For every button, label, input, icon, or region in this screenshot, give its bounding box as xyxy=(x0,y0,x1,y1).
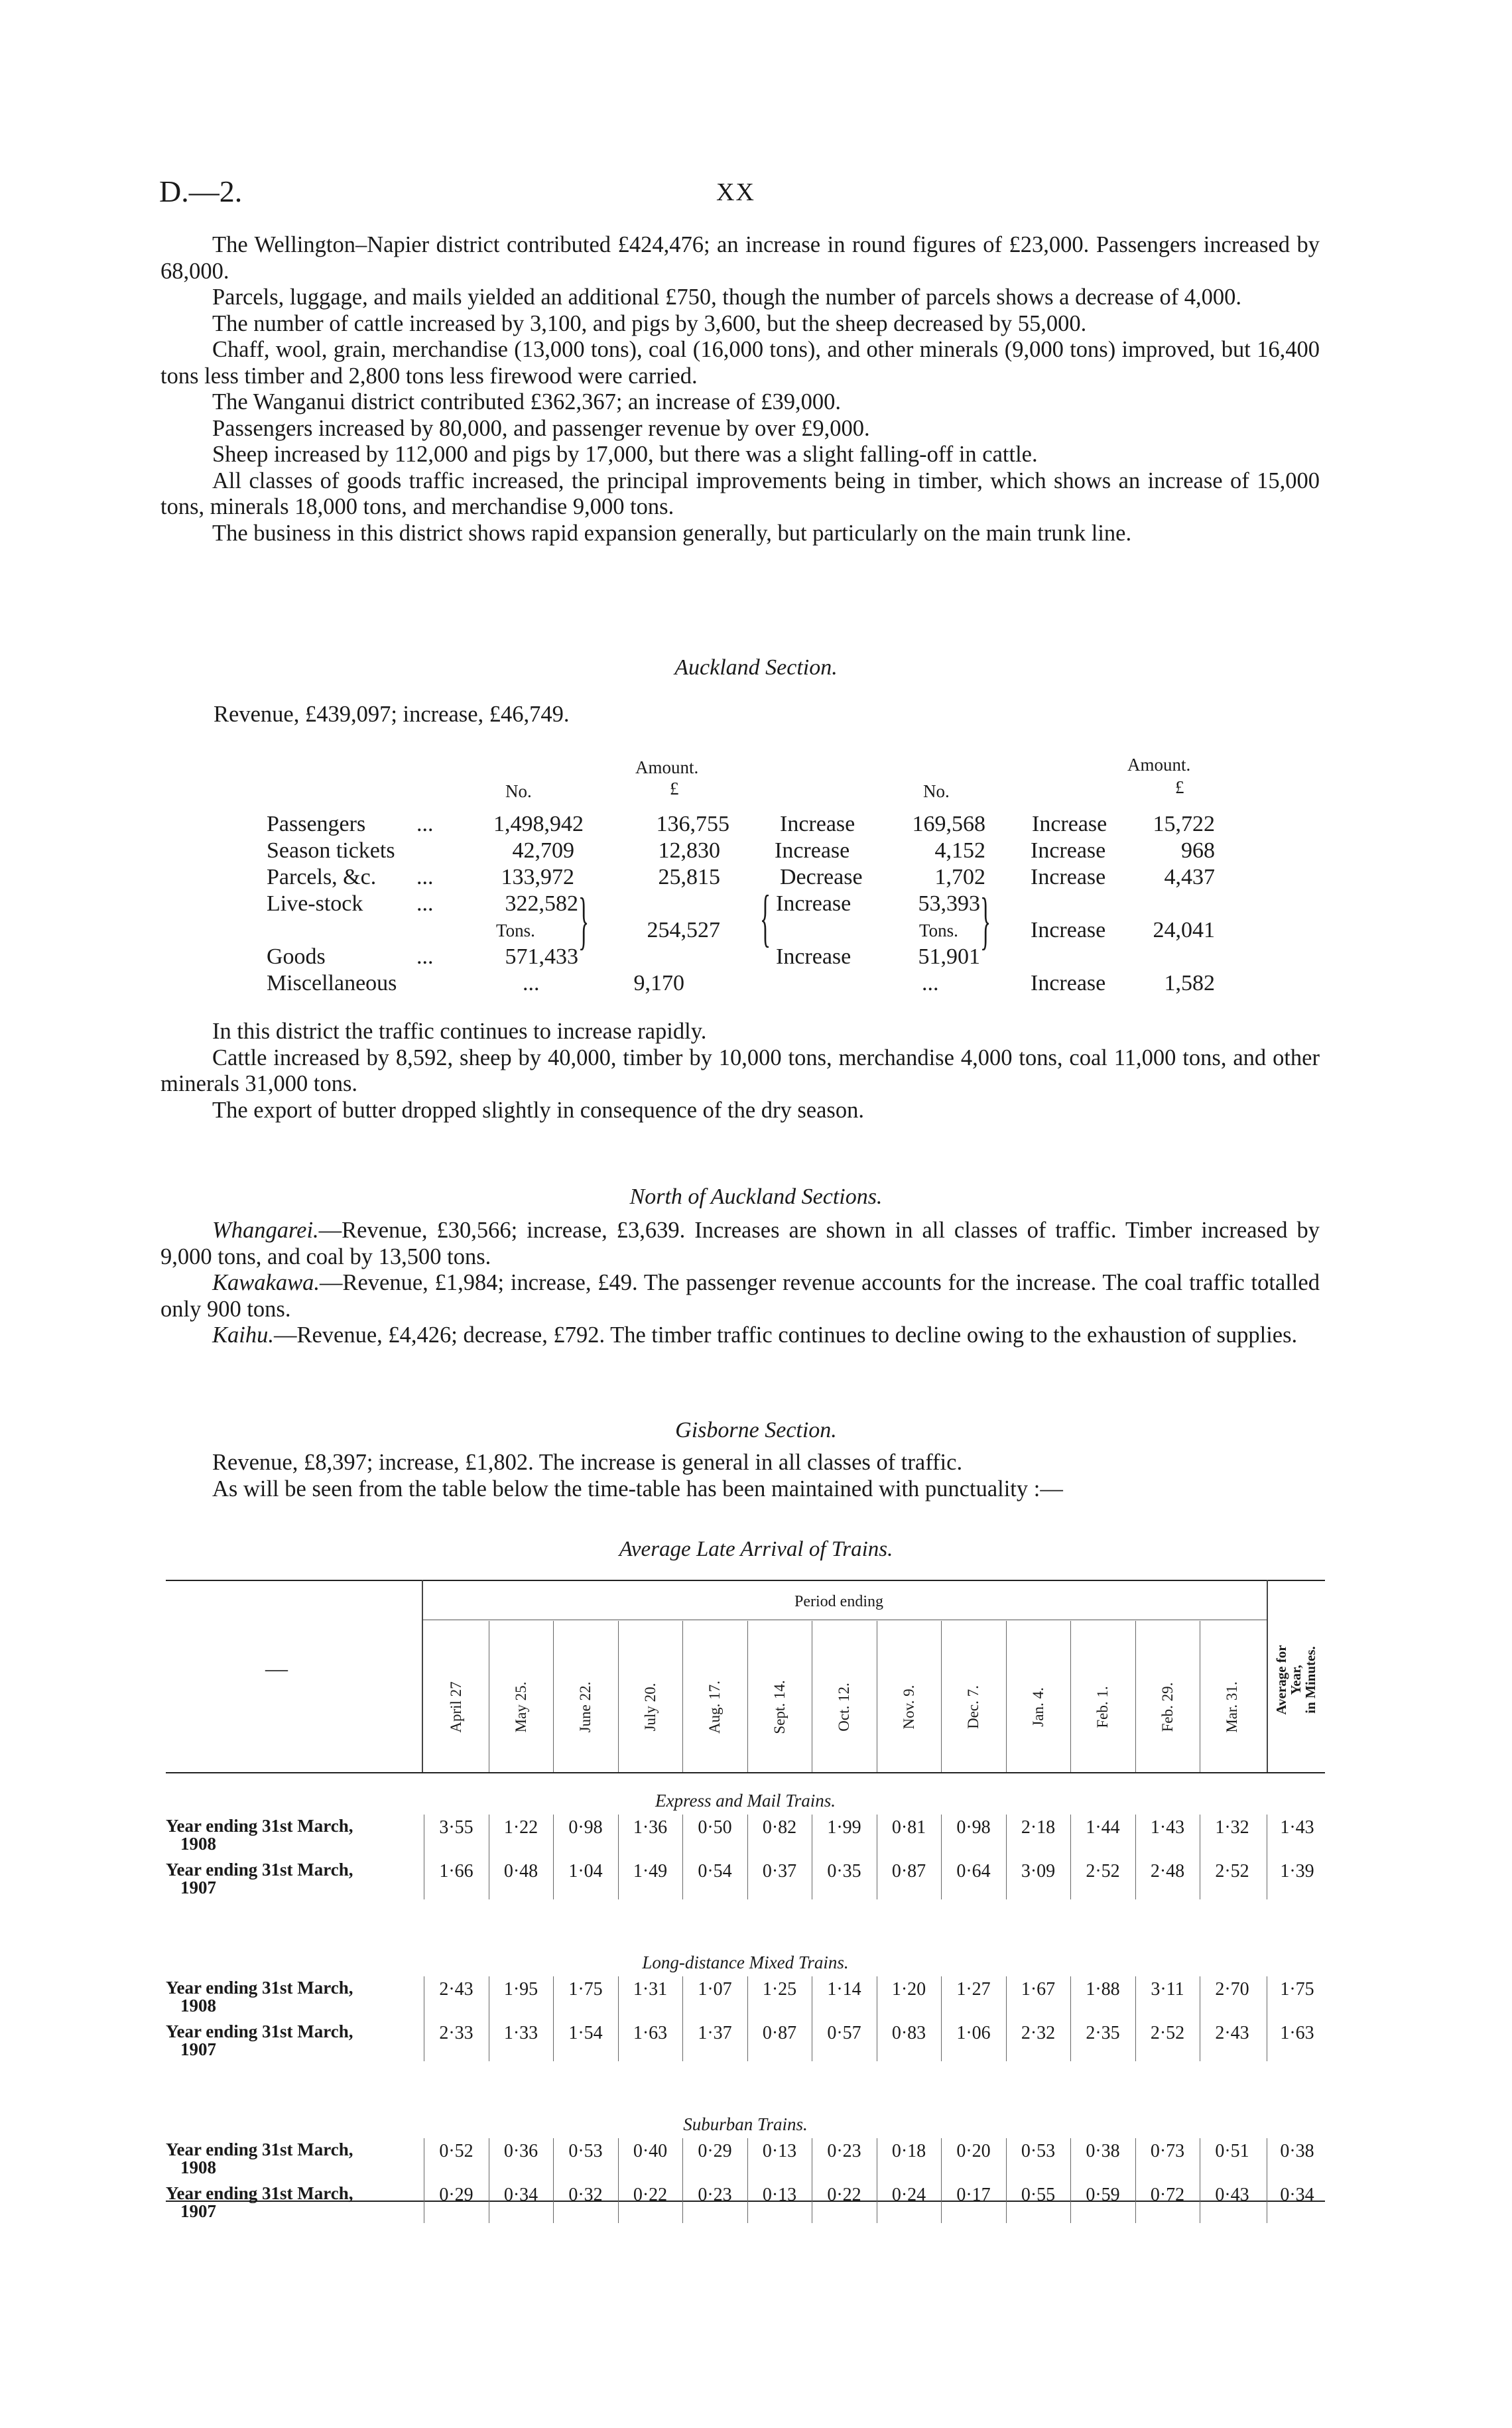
month-column-header xyxy=(1008,1646,1069,1768)
amount-value: 12,830 xyxy=(658,838,720,863)
month-label: Aug. 17. xyxy=(706,1681,723,1734)
late-value-cell: 0·72 xyxy=(1150,2185,1185,2205)
year-row-label xyxy=(166,1817,411,1853)
row-label-goods: Goods xyxy=(267,944,326,969)
section-text: —Revenue, £1,984; increase, £49. The passenger revenue accounts for the increase. The coal traffic totalled only 900 tons. xyxy=(160,1270,1320,1322)
change-no-value: 51,901 xyxy=(918,944,980,969)
body-column-rule xyxy=(1135,1815,1136,1899)
late-value-cell: 1·31 xyxy=(633,1979,668,2000)
column-rule xyxy=(1070,1621,1071,1772)
no-value: 322,582 xyxy=(505,891,578,916)
late-value-cell: 0·98 xyxy=(568,1817,603,1838)
late-value-cell: 2·43 xyxy=(1215,2023,1249,2043)
paragraph: The number of cattle increased by 3,100, and pigs by 3,600, but the sheep decreased by 55,000. xyxy=(212,310,1087,336)
late-value-cell: 0·29 xyxy=(439,2185,473,2205)
late-value-cell: 2·43 xyxy=(439,1979,473,2000)
pound-header: £ xyxy=(670,779,679,799)
body-column-rule xyxy=(1070,1815,1071,1899)
row-year: 1907 xyxy=(180,1878,216,1897)
gisborne-text xyxy=(160,1450,1320,1502)
late-value-cell: 2·48 xyxy=(1150,1861,1185,1882)
average-header-line: Year, xyxy=(1288,1665,1304,1695)
body-column-rule xyxy=(941,2138,942,2223)
body-column-rule xyxy=(747,2138,748,2223)
section-name: Kaihu. xyxy=(212,1322,274,1348)
month-column-header xyxy=(491,1646,552,1768)
late-value-cell: 0·83 xyxy=(891,2023,926,2043)
month-label: Mar. 31. xyxy=(1224,1681,1240,1733)
late-value-cell: 0·35 xyxy=(827,1861,861,1882)
average-value-cell: 0·34 xyxy=(1280,2185,1314,2205)
month-label: May 25. xyxy=(512,1681,529,1733)
body-column-rule xyxy=(1135,2138,1136,2223)
late-value-cell: 0·38 xyxy=(1086,2141,1120,2161)
change-amount-value: 1,582 xyxy=(1164,971,1215,995)
amount-value: 9,170 xyxy=(633,971,684,995)
section-name: Kawakawa. xyxy=(212,1270,320,1295)
paragraph: Cattle increased by 8,592, sheep by 40,000, timber by 10,000 tons, merchandise 4,000 tons, coal 11,000 tons, and other minerals 31,000 tons. xyxy=(160,1045,1320,1096)
late-value-cell: 1·88 xyxy=(1086,1979,1120,2000)
late-value-cell: 2·52 xyxy=(1150,2023,1185,2043)
late-value-cell: 0·55 xyxy=(1021,2185,1056,2205)
late-value-cell: 1·20 xyxy=(891,1979,926,2000)
row-label-season-tickets: Season tickets xyxy=(267,838,395,863)
late-value-cell: 0·81 xyxy=(891,1817,926,1838)
row-year: 1907 xyxy=(180,2039,216,2059)
column-rule xyxy=(1135,1621,1136,1772)
row-label-text: Year ending 31st March, xyxy=(166,1860,353,1880)
body-column-rule xyxy=(682,2138,683,2223)
body-column-rule xyxy=(553,1815,554,1899)
right-brace: } xyxy=(578,885,590,956)
tons-label: Tons. xyxy=(919,921,958,940)
late-value-cell: 0·36 xyxy=(503,2141,538,2161)
tons-label: Tons. xyxy=(496,921,535,940)
late-value-cell: 1·06 xyxy=(956,2023,991,2043)
late-value-cell: 0·20 xyxy=(956,2141,991,2161)
late-value-cell: 0·43 xyxy=(1215,2185,1249,2205)
month-column-header xyxy=(1137,1646,1198,1768)
row-label-miscellaneous: Miscellaneous xyxy=(267,971,397,995)
train-group-heading: Suburban Trains. xyxy=(683,2114,808,2134)
body-column-rule xyxy=(941,1976,942,2061)
late-value-cell: 0·98 xyxy=(956,1817,991,1838)
no-value: 1,498,942 xyxy=(493,812,584,836)
auckland-commentary xyxy=(160,1019,1320,1123)
change-amount-value: 4,437 xyxy=(1164,865,1215,889)
north-auckland-heading: North of Auckland Sections. xyxy=(629,1184,883,1209)
late-value-cell: 1·95 xyxy=(503,1979,538,2000)
late-value-cell: 0·18 xyxy=(891,2141,926,2161)
body-column-rule xyxy=(618,2138,619,2223)
row-year: 1908 xyxy=(180,1996,216,2015)
column-rule xyxy=(747,1621,748,1772)
late-value-cell: 0·50 xyxy=(698,1817,732,1838)
change-no-header: No. xyxy=(923,781,950,801)
late-value-cell: 0·24 xyxy=(891,2185,926,2205)
change-no-value: 53,393 xyxy=(918,891,980,916)
late-value-cell: 1·99 xyxy=(827,1817,861,1838)
paragraph: The business in this district shows rapid expansion generally, but particularly on the main trunk line. xyxy=(212,520,1132,546)
body-column-rule xyxy=(941,1815,942,1899)
amount-change-direction: Increase xyxy=(1031,918,1106,942)
late-value-cell: 0·17 xyxy=(956,2185,991,2205)
late-value-cell: 0·13 xyxy=(762,2141,797,2161)
body-column-rule xyxy=(1070,1976,1071,2061)
year-row-label xyxy=(166,1861,411,1897)
change-amount-header: Amount. xyxy=(1127,755,1191,775)
late-value-cell: 1·33 xyxy=(503,2023,538,2043)
auckland-revenue-line: Revenue, £439,097; increase, £46,749. xyxy=(214,702,570,727)
row-year: 1907 xyxy=(180,2201,216,2221)
average-value-cell: 0·38 xyxy=(1280,2141,1314,2161)
body-column-rule xyxy=(553,2138,554,2223)
change-direction: Increase xyxy=(775,838,850,863)
late-value-cell: 0·64 xyxy=(956,1861,991,1882)
late-value-cell: 0·53 xyxy=(568,2141,603,2161)
leader-dots: ... xyxy=(416,891,434,916)
body-column-rule xyxy=(1006,1815,1007,1899)
no-value: 42,709 xyxy=(512,838,574,863)
year-row-label xyxy=(166,2185,411,2220)
month-label: Jan. 4. xyxy=(1029,1687,1046,1727)
late-value-cell: 1·54 xyxy=(568,2023,603,2043)
column-rule xyxy=(1006,1621,1007,1772)
change-no-value: 4,152 xyxy=(934,838,985,863)
late-value-cell: 2·52 xyxy=(1086,1861,1120,1882)
average-header-text xyxy=(1274,1645,1318,1714)
right-brace: } xyxy=(980,885,991,956)
section-entry xyxy=(160,1270,1320,1322)
section-entry xyxy=(160,1322,1320,1349)
average-column-header xyxy=(1267,1592,1325,1768)
average-value-cell: 1·43 xyxy=(1280,1817,1314,1838)
average-value-cell: 1·63 xyxy=(1280,2023,1314,2043)
paragraph: Sheep increased by 112,000 and pigs by 17,000, but there was a slight falling-off in cattle. xyxy=(212,442,1038,467)
average-value-cell: 1·39 xyxy=(1280,1861,1314,1882)
amount-change-direction: Increase xyxy=(1031,971,1106,995)
paragraph: Chaff, wool, grain, merchandise (13,000 tons), coal (16,000 tons), and other minerals (9,000 tons) improved, but 16,400 tons less timber and 2,800 tons less firewood were carried. xyxy=(160,337,1320,389)
change-direction: Increase xyxy=(776,891,851,916)
change-amount-value: 15,722 xyxy=(1153,812,1215,836)
auckland-heading: Auckland Section. xyxy=(674,655,838,680)
row-label-text: Year ending 31st March, xyxy=(166,2183,353,2203)
month-label: Dec. 7. xyxy=(965,1685,981,1729)
change-no-value: 1,702 xyxy=(934,865,985,889)
amount-change-direction: Increase xyxy=(1032,812,1107,836)
body-column-rule xyxy=(682,1815,683,1899)
late-value-cell: 1·14 xyxy=(827,1979,861,2000)
body-column-rule xyxy=(682,1976,683,2061)
month-label: Feb. 1. xyxy=(1094,1686,1111,1728)
late-value-cell: 1·37 xyxy=(698,2023,732,2043)
body-column-rule xyxy=(1006,1976,1007,2061)
amount-value: 136,755 xyxy=(656,812,729,836)
leader-dots: ... xyxy=(416,865,434,889)
late-value-cell: 2·52 xyxy=(1215,1861,1249,1882)
row-label-live-stock: Live-stock xyxy=(267,891,363,916)
paragraph: Passengers increased by 80,000, and passenger revenue by over £9,000. xyxy=(212,415,870,441)
late-value-cell: 2·35 xyxy=(1086,2023,1120,2043)
late-value-cell: 2·18 xyxy=(1021,1817,1056,1838)
year-row-label xyxy=(166,2141,411,2177)
late-value-cell: 1·43 xyxy=(1150,1817,1185,1838)
late-value-cell: 0·57 xyxy=(827,2023,861,2043)
paragraph: All classes of goods traffic increased, the principal improvements being in timber, which shows an increase of 15,000 tons, minerals 18,000 tons, and merchandise 9,000 tons. xyxy=(160,468,1320,519)
late-value-cell: 0·22 xyxy=(633,2185,668,2205)
stub-dash: — xyxy=(265,1657,288,1681)
month-label: Sept. 14. xyxy=(771,1680,788,1734)
late-value-cell: 1·44 xyxy=(1086,1817,1120,1838)
change-no-value: 169,568 xyxy=(912,812,985,836)
average-value-cell: 1·75 xyxy=(1280,1979,1314,2000)
row-label-passengers: Passengers xyxy=(267,812,366,836)
late-value-cell: 1·27 xyxy=(956,1979,991,2000)
month-label: June 22. xyxy=(577,1681,594,1733)
no-header: No. xyxy=(505,781,532,801)
amount-change-direction: Increase xyxy=(1031,838,1106,863)
late-value-cell: 1·49 xyxy=(633,1861,668,1882)
body-column-rule xyxy=(1070,2138,1071,2223)
late-value-cell: 0·40 xyxy=(633,2141,668,2161)
body-column-rule xyxy=(747,1976,748,2061)
late-value-cell: 0·59 xyxy=(1086,2185,1120,2205)
gisborne-heading: Gisborne Section. xyxy=(675,1418,837,1442)
late-value-cell: 1·66 xyxy=(439,1861,473,1882)
row-label-text: Year ending 31st March, xyxy=(166,1816,353,1836)
late-value-cell: 0·51 xyxy=(1215,2141,1249,2161)
body-column-rule xyxy=(618,1976,619,2061)
amount-header: Amount. xyxy=(635,757,699,777)
late-value-cell: 0·23 xyxy=(698,2185,732,2205)
month-label: Feb. 29. xyxy=(1159,1682,1176,1732)
row-year: 1908 xyxy=(180,2157,216,2177)
row-label-text: Year ending 31st March, xyxy=(166,1978,353,1998)
month-column-header xyxy=(943,1646,1004,1768)
section-entry xyxy=(160,1218,1320,1270)
late-value-cell: 1·67 xyxy=(1021,1979,1056,2000)
late-arrival-table xyxy=(166,1580,1325,2221)
late-value-cell: 0·13 xyxy=(762,2185,797,2205)
late-value-cell: 1·22 xyxy=(503,1817,538,1838)
late-value-cell: 0·48 xyxy=(503,1861,538,1882)
auckland-traffic-table xyxy=(0,0,1512,1035)
month-column-header xyxy=(684,1646,745,1768)
late-value-cell: 0·22 xyxy=(827,2185,861,2205)
body-column-rule xyxy=(618,1815,619,1899)
late-value-cell: 0·73 xyxy=(1150,2141,1185,2161)
ellipsis: ... xyxy=(922,971,939,995)
late-value-cell: 2·70 xyxy=(1215,1979,1249,2000)
section-text: —Revenue, £4,426; decrease, £792. The timber traffic continues to decline owing to the exhaustion of supplies. xyxy=(273,1322,1298,1348)
row-year: 1908 xyxy=(180,1834,216,1854)
month-column-header xyxy=(814,1646,875,1768)
paragraph: Revenue, £8,397; increase, £1,802. The increase is general in all classes of traffic. xyxy=(212,1450,963,1475)
late-value-cell: 1·75 xyxy=(568,1979,603,2000)
late-value-cell: 0·52 xyxy=(439,2141,473,2161)
late-value-cell: 1·07 xyxy=(698,1979,732,2000)
change-amount-value: 968 xyxy=(1181,838,1215,863)
column-rule xyxy=(682,1621,683,1772)
month-column-header xyxy=(879,1646,940,1768)
change-pound-header: £ xyxy=(1175,777,1184,797)
body-column-rule xyxy=(1006,2138,1007,2223)
paragraph: In this district the traffic continues to increase rapidly. xyxy=(212,1019,707,1044)
leader-dots: ... xyxy=(416,812,434,836)
average-header-line: in Minutes. xyxy=(1302,1646,1318,1714)
late-value-cell: 0·34 xyxy=(503,2185,538,2205)
column-rule xyxy=(553,1621,554,1772)
late-value-cell: 0·82 xyxy=(762,1817,797,1838)
late-value-cell: 1·36 xyxy=(633,1817,668,1838)
section-name: Whangarei. xyxy=(212,1218,319,1243)
late-arrival-title: Average Late Arrival of Trains. xyxy=(619,1537,893,1561)
late-value-cell: 0·87 xyxy=(891,1861,926,1882)
row-label-text: Year ending 31st March, xyxy=(166,2021,353,2041)
leader-dots: ... xyxy=(416,944,434,969)
late-value-cell: 0·54 xyxy=(698,1861,732,1882)
body-column-rule xyxy=(747,1815,748,1899)
late-value-cell: 0·23 xyxy=(827,2141,861,2161)
train-group-heading: Long-distance Mixed Trains. xyxy=(642,1952,849,1972)
month-column-header xyxy=(555,1646,616,1768)
month-label: July 20. xyxy=(641,1683,659,1732)
late-value-cell: 0·29 xyxy=(698,2141,732,2161)
year-row-label xyxy=(166,1979,411,2015)
no-value: 133,972 xyxy=(501,865,574,889)
late-value-cell: 0·87 xyxy=(762,2023,797,2043)
train-group-heading: Express and Mail Trains. xyxy=(655,1791,836,1811)
month-label: Nov. 9. xyxy=(900,1685,917,1730)
page-number: XX xyxy=(716,178,755,206)
combined-amount-value: 254,527 xyxy=(647,918,720,942)
late-value-cell: 3·11 xyxy=(1151,1979,1184,2000)
month-column-header xyxy=(426,1646,487,1768)
late-value-cell: 1·32 xyxy=(1215,1817,1249,1838)
year-row-label xyxy=(166,2023,411,2059)
month-label: Oct. 12. xyxy=(836,1683,852,1732)
month-column-header xyxy=(1072,1646,1133,1768)
paragraph: The export of butter dropped slightly in consequence of the dry season. xyxy=(212,1097,864,1123)
late-value-cell: 0·53 xyxy=(1021,2141,1056,2161)
average-header-line: Average for xyxy=(1273,1645,1289,1715)
column-rule xyxy=(618,1621,619,1772)
table-top-rule xyxy=(166,1580,1325,1581)
section-text: —Revenue, £30,566; increase, £3,639. Increases are shown in all classes of traffic. Timber increased by 9,000 tons, and coal by 13,500 tons. xyxy=(160,1218,1320,1269)
late-value-cell: 2·32 xyxy=(1021,2023,1056,2043)
header-bottom-rule xyxy=(166,1772,1325,1773)
row-label-parcels: Parcels, &c. xyxy=(267,865,377,889)
change-amount-value: 24,041 xyxy=(1153,918,1215,942)
amount-value: 25,815 xyxy=(658,865,720,889)
period-ending-header: Period ending xyxy=(794,1593,883,1610)
left-brace: { xyxy=(760,882,771,953)
paragraph: As will be seen from the table below the time-table has been maintained with punctuality :— xyxy=(212,1476,1063,1502)
row-label-text: Year ending 31st March, xyxy=(166,2140,353,2159)
month-label: April 27 xyxy=(448,1681,464,1733)
late-value-cell: 0·32 xyxy=(568,2185,603,2205)
ellipsis: ... xyxy=(523,971,540,995)
north-auckland-text xyxy=(160,1218,1320,1349)
paragraph: The Wellington–Napier district contributed £424,476; an increase in round figures of £23,000. Passengers increased by 68,000. xyxy=(160,232,1320,284)
late-value-cell: 1·25 xyxy=(762,1979,797,2000)
body-column-rule xyxy=(1135,1976,1136,2061)
document-reference: D.—2. xyxy=(159,174,243,208)
amount-change-direction: Increase xyxy=(1031,865,1106,889)
late-value-cell: 2·33 xyxy=(439,2023,473,2043)
late-value-cell: 0·37 xyxy=(762,1861,797,1882)
late-value-cell: 3·09 xyxy=(1021,1861,1056,1882)
change-direction: Increase xyxy=(776,944,851,969)
column-rule xyxy=(941,1621,942,1772)
late-value-cell: 3·55 xyxy=(439,1817,473,1838)
paragraph: Parcels, luggage, and mails yielded an additional £750, though the number of parcels shows a decrease of 4,000. xyxy=(212,285,1242,310)
no-value: 571,433 xyxy=(505,944,578,969)
month-column-header xyxy=(749,1646,810,1768)
month-column-header xyxy=(1202,1646,1263,1768)
paragraph: The Wanganui district contributed £362,367; an increase of £39,000. xyxy=(212,389,841,415)
month-column-header xyxy=(620,1646,681,1768)
late-value-cell: 1·04 xyxy=(568,1861,603,1882)
late-value-cell: 1·63 xyxy=(633,2023,668,2043)
body-column-rule xyxy=(553,1976,554,2061)
change-direction: Increase xyxy=(780,812,855,836)
change-direction: Decrease xyxy=(780,865,863,889)
